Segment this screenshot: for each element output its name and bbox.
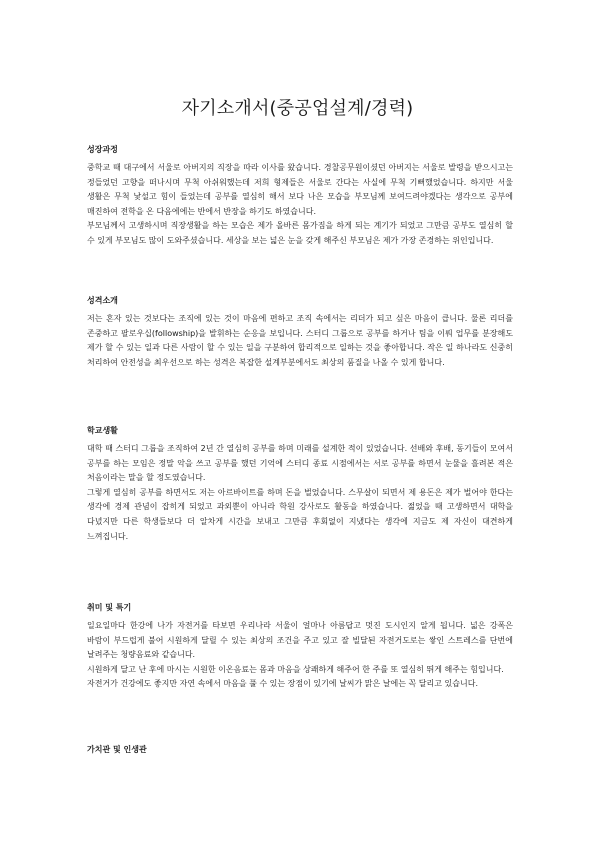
section-growth bbox=[87, 145, 513, 249]
paragraph: 자전거가 건강에도 좋지만 자연 속에서 마음을 풀 수 있는 장점이 있기에 날씨가 맑은 날에는 꼭 달리고 있습니다. bbox=[87, 679, 478, 689]
section-heading-growth: 성장과정 bbox=[87, 145, 118, 154]
paragraph: 시원하게 달고 난 후에 마시는 시원한 이온음료는 몸과 마음을 상쾌하게 해주어 한 주를 또 열심히 뛰게 해주는 힘입니다. bbox=[87, 664, 504, 674]
section-values bbox=[87, 745, 513, 761]
paragraph: 대학 때 스터디 그룹을 조직하여 2년 간 열심히 공부를 하며 미래를 설계한 적이 있었습니다. 선배와 후배, 동기들이 모여서 공부를 하는 모임은 정말 악을 쓰고 공부를 했던 기억에 스터디 종료 시점에서는 서로 공부를 하면서 눈물을 흘려본 적은 처음이라는 말을 할 정도였습니다. bbox=[87, 444, 513, 483]
section-personality bbox=[87, 296, 513, 370]
paragraph: 중학교 때 대구에서 서울로 아버지의 직장을 따라 이사를 왔습니다. 경찰공무원이셨던 아버지는 서울로 발령을 받으시고는 정들었던 고향을 떠나시며 무척 아쉬워했는데 저희 형제들은 서울로 간다는 사실에 무척 기뻐했었습니다. 하지만 서울 생활은 무척 낯설고 힘이 들었는데 공부를 열심히 해서 보다 나은 모습을 부모님께 보여드려야겠다는 생각으로 공부에 매진하여 전학을 온 다음에에는 반에서 반장을 하기도 하였습니다. bbox=[87, 163, 513, 216]
paragraph: 부모님께서 고생하시며 직장생활을 하는 모습은 제가 올바른 몸가짐을 하게 되는 계기가 되었고 그만큼 공부도 열심히 할 수 있게 부모님도 많이 도와주셨습니다. 세상을 보는 넓은 눈을 갖게 해주신 부모님은 제가 가장 존경하는 위인입니다. bbox=[87, 221, 513, 245]
section-heading-values: 가치관 및 인생관 bbox=[87, 745, 147, 754]
paragraph: 그렇게 열심히 공부를 하면서도 저는 아르바이트를 하며 돈을 벌었습니다. 스무살이 되면서 제 용돈은 제가 벌어야 한다는 생각에 경제 관념이 잡히게 되었고 과외뿐이 아니라 학원 강사로도 활동을 하였습니다. 젊었을 때 고생하면서 대학을 다녔지만 다른 학생들보다 더 알차게 시간을 보내고 그만큼 후회없이 지냈다는 생각에 지금도 제 자신이 대견하게 느껴집니다. bbox=[87, 487, 513, 541]
document-title: 자기소개서(중공업설계/경력) bbox=[181, 98, 414, 119]
section-heading-hobbies: 취미 및 특기 bbox=[87, 603, 132, 612]
paragraph: 저는 혼자 있는 것보다는 조직에 있는 것이 마음에 편하고 조직 속에서는 리더가 되고 싶은 마음이 큽니다. 물론 리더를 존중하고 팔로우십(followship)을 발휘하는 순응을 보입니다. 스터디 그룹으로 공부를 하거나 팀을 이뤄 업무를 분장해도 제가 할 수 있는 일과 다른 사람이 할 수 있는 일을 구분하여 합리적으로 일하는 것을 좋아합니다. 작은 일 하나라도 신중히 처리하여 안전성을 최우선으로 하는 성격은 복잡한 설계부분에서도 최상의 품질을 나올 수 있게 합니다. bbox=[87, 314, 513, 367]
section-heading-school-life: 학교생활 bbox=[87, 426, 118, 435]
section-hobbies bbox=[87, 603, 513, 692]
paragraph: 일요일마다 한강에 나가 자전거를 타보면 우리나라 서울이 얼마나 아름답고 멋진 도시인지 알게 됩니다. 넓은 강폭은 바람이 부드럽게 불어 시원하게 달릴 수 있는 최상의 조건을 주고 있고 잘 빌달된 자전거도로는 쌓인 스트레스를 단번에 날려주는 청량음료와 같습니다. bbox=[87, 621, 513, 660]
section-school-life bbox=[87, 426, 513, 544]
section-heading-personality: 성격소개 bbox=[87, 296, 118, 305]
